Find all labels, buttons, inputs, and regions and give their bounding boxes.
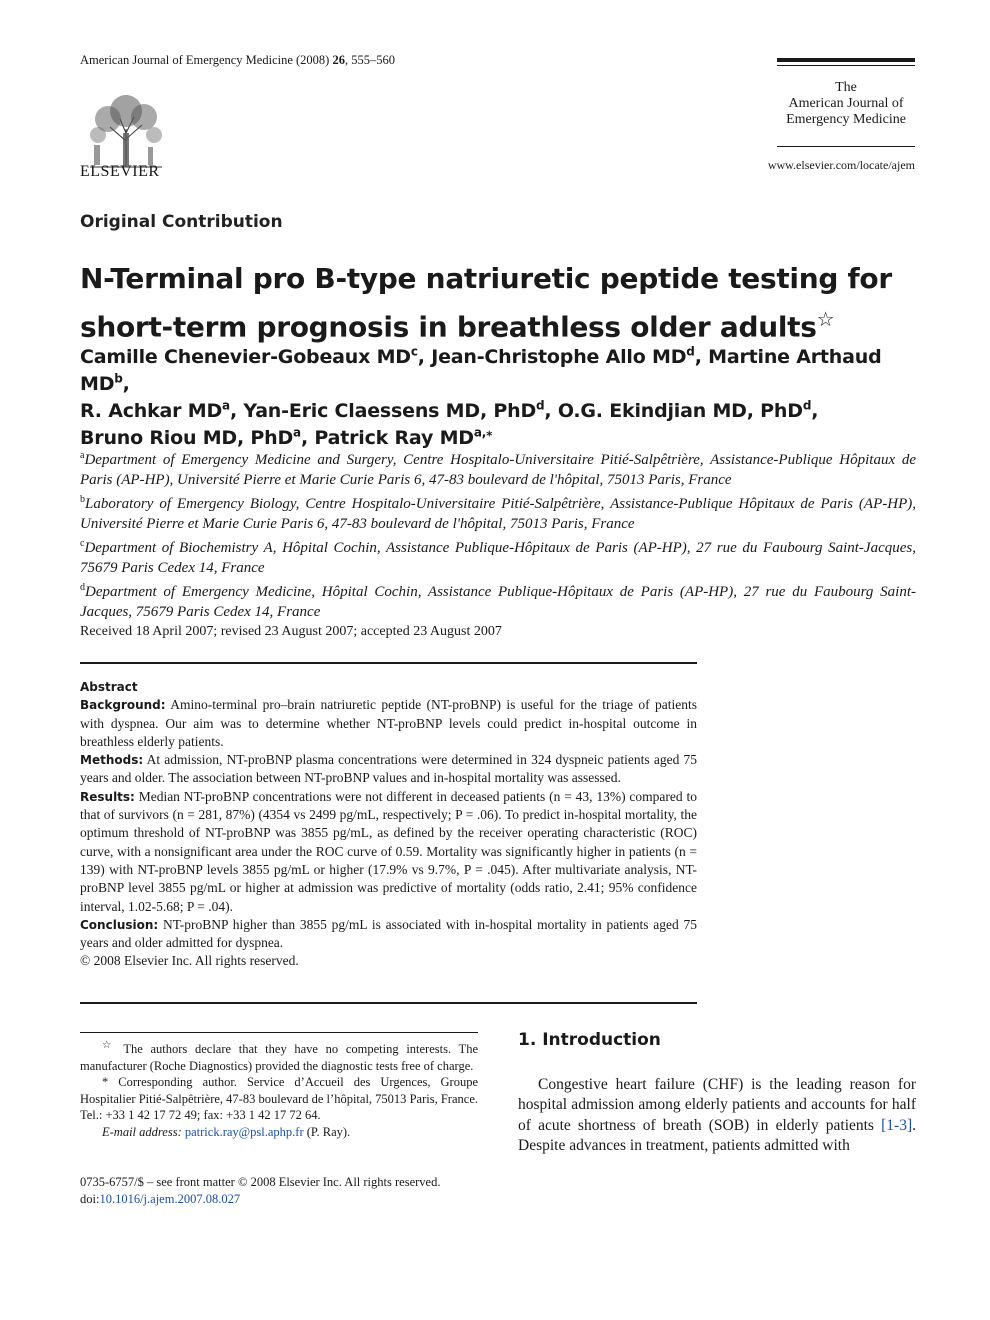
journal-rule <box>777 146 915 147</box>
corresponding-author-note <box>80 1074 478 1124</box>
section-text: At admission, NT-proBNP plasma concentrations were determined in 324 dyspneic patients aged 75 years and older. The association between NT-proBNP values and in-hospital mortality was assessed. <box>80 752 697 786</box>
email-link[interactable]: patrick.ray@psl.aphp.fr <box>184 1124 304 1139</box>
author-name: Jean-Christophe Allo MD <box>431 346 687 368</box>
affiliation <box>80 578 916 622</box>
doi-label: doi: <box>80 1192 100 1206</box>
email-owner: (P. Ray). <box>303 1124 351 1139</box>
citation-volume: 26 <box>332 53 345 67</box>
author-affiliation-mark[interactable]: a <box>293 425 301 440</box>
citation-journal: American Journal of Emergency Medicine (2008) <box>80 53 330 67</box>
affiliation <box>80 490 916 534</box>
email-label: E-mail address: <box>102 1124 182 1139</box>
body-text: Congestive heart failure (CHF) is the leading reason for hospital admission among elderly patients and accounts for half of acute shortness of breath (SOB) in elderly patients <box>518 1076 916 1134</box>
author-affiliation-mark[interactable]: c <box>410 344 418 359</box>
section-text: Amino-terminal pro–brain natriuretic peptide (NT-proBNP) is useful for the triage of patients with dyspnea. Our aim was to determine whether NT-proBNP levels could predict in-hospital outcome in breathless elderly patients. <box>80 697 697 749</box>
abstract-heading: Abstract <box>80 680 138 694</box>
author-name: Bruno Riou MD, PhD <box>80 427 294 449</box>
journal-name-line: Emergency Medicine <box>786 112 906 127</box>
author-separator: , <box>544 400 558 422</box>
author-affiliation-mark[interactable]: d <box>686 344 695 359</box>
article-title <box>80 258 910 347</box>
author-name: Yan-Eric Claessens MD, PhD <box>243 400 537 422</box>
section-text: Median NT-proBNP concentrations were not different in deceased patients (n = 43, 13%) compared to that of survivors (n = 281, 87%) (4354 vs 2499 pg/mL, respectively; P = .06). To predict in-hospital mortality, the optimum threshold of NT-proBNP was 3855 pg/mL, as defined by the receiver operating characteristic (ROC) curve, with a nonsignificant area under the ROC curve of 0.59. Mortality was significantly higher in patients (n = 139) with NT-proBNP levels 3855 pg/mL or higher (17.9% vs 9.7%, P = .045). After multivariate analysis, NT-proBNP level 3855 pg/mL or higher at admission was predictive of mortality (odds ratio, 2.41; 95% confidence interval, 1.02-5.68; P = .04). <box>80 788 697 914</box>
introduction-heading: 1. Introduction <box>518 1030 661 1050</box>
reference-link[interactable]: [1-3] <box>881 1116 913 1134</box>
affiliation-text: Department of Emergency Medicine and Surgery, Centre Hospitalo-Universitaire Pitié-Salpêtrière, Assistance-Publique Hôpitaux de Paris (AP-HP), Université Pierre et Marie Curie Paris 6, 47-83 boulevard de l'hôpital, 75013 Paris, France <box>80 452 916 488</box>
affiliation-mark: a <box>80 450 85 461</box>
footnote-text: Corresponding author. Service d’Accueil des Urgences, Groupe Hospitalier Pitié-Salpêtrière, 47-83 boulevard de l’hôpital, 75013 Paris, France. Tel.: +33 1 42 17 72 49; fax: +33 1 42 17 72 64. <box>80 1075 478 1123</box>
affiliation <box>80 534 916 578</box>
journal-name-block <box>777 80 915 128</box>
body-text: . Despite advances in treatment, patients admitted with <box>518 1116 916 1154</box>
abstract-rule <box>80 1002 697 1004</box>
affiliation-mark: b <box>80 494 85 505</box>
publisher-name: ELSEVIER <box>80 163 160 180</box>
article-type: Original Contribution <box>80 212 283 232</box>
issn-line: 0735-6757/$ – see front matter © 2008 Elsevier Inc. All rights reserved. <box>80 1175 441 1189</box>
author-list <box>80 344 920 452</box>
author-name: Patrick Ray MD <box>314 427 474 449</box>
abstract-conclusion <box>80 916 697 953</box>
author-separator: , <box>300 427 315 449</box>
author-separator: , <box>694 346 709 368</box>
journal-rule <box>777 58 915 62</box>
affiliation <box>80 446 916 490</box>
email-note <box>80 1124 478 1141</box>
author-separator: , <box>229 400 244 422</box>
affiliation-text: Department of Biochemistry A, Hôpital Cochin, Assistance Publique-Hôpitaux de Paris (AP-HP), 27 rue du Faubourg Saint-Jacques, 75679 Paris Cedex 14, France <box>80 540 916 576</box>
abstract-results <box>80 788 697 916</box>
doi-link[interactable]: 10.1016/j.ajem.2007.08.027 <box>99 1192 241 1206</box>
author-separator: , <box>811 400 819 422</box>
star-icon[interactable]: ☆ <box>816 307 835 331</box>
section-label: Methods: <box>80 753 144 768</box>
affiliations <box>80 446 916 622</box>
affiliation-text: Laboratory of Emergency Biology, Centre Hospitalo-Universitaire Pitié-Salpêtrière, Assistance-Publique Hôpitaux de Paris (AP-HP), Université Pierre et Marie Curie Paris 6, 47-83 boulevard de l'hôpital, 75013 Paris, France <box>80 496 916 532</box>
journal-name-line: American Journal of <box>788 96 904 111</box>
author-name: R. Achkar MD <box>80 400 223 422</box>
author-affiliation-mark[interactable]: a,⁎ <box>473 425 493 440</box>
author-name: Camille Chenevier-Gobeaux MD <box>80 346 411 368</box>
affiliation-mark: c <box>80 538 85 549</box>
author-name: O.G. Ekindjian MD, PhD <box>557 400 803 422</box>
journal-rule <box>777 65 915 66</box>
author-separator: , <box>417 346 432 368</box>
title-line: N-Terminal pro B-type natriuretic peptide testing for <box>80 262 892 295</box>
abstract-methods <box>80 751 697 788</box>
author-name: Martine Arthaud MD <box>80 346 882 395</box>
star-icon: ☆ <box>102 1040 116 1051</box>
footnote-rule <box>80 1032 478 1033</box>
affiliation-text: Department of Emergency Medicine, Hôpital Cochin, Assistance Publique-Hôpitaux de Paris (AP-HP), 27 rue du Faubourg Saint-Jacques, 75679 Paris Cedex 14, France <box>80 584 916 620</box>
affiliation-mark: d <box>80 582 85 593</box>
author-affiliation-mark[interactable]: b <box>114 371 123 386</box>
asterisk-icon: * <box>102 1075 109 1090</box>
author-affiliation-mark[interactable]: a <box>222 398 230 413</box>
abstract-copyright: © 2008 Elsevier Inc. All rights reserved. <box>80 953 299 969</box>
journal-citation <box>80 53 395 68</box>
received-dates: Received 18 April 2007; revised 23 August 2007; accepted 23 August 2007 <box>80 624 502 639</box>
citation-pages: , 555–560 <box>344 53 395 67</box>
introduction-text <box>518 1075 916 1156</box>
section-label: Background: <box>80 698 166 713</box>
journal-url[interactable]: www.elsevier.com/locate/ajem <box>767 158 915 172</box>
abstract <box>80 678 697 971</box>
author-separator: , <box>122 373 130 395</box>
journal-name-line: The <box>835 80 857 95</box>
section-label: Conclusion: <box>80 917 159 932</box>
author-affiliation-mark[interactable]: d <box>536 398 545 413</box>
author-affiliation-mark[interactable]: d <box>802 398 812 413</box>
title-line: short-term prognosis in breathless older adults <box>80 310 817 344</box>
footnotes <box>80 1038 478 1140</box>
competing-interests-note <box>80 1038 478 1074</box>
footnote-text: The authors declare that they have no competing interests. The manufacturer (Roche Diagnostics) provided the diagnostic tests free of charge. <box>80 1042 478 1073</box>
section-label: Results: <box>80 789 135 804</box>
issn-block <box>80 1174 478 1208</box>
section-text: NT-proBNP higher than 3855 pg/mL is associated with in-hospital mortality in patients aged 75 years and older admitted for dyspnea. <box>80 916 697 951</box>
abstract-background <box>80 696 697 751</box>
abstract-rule <box>80 662 697 664</box>
